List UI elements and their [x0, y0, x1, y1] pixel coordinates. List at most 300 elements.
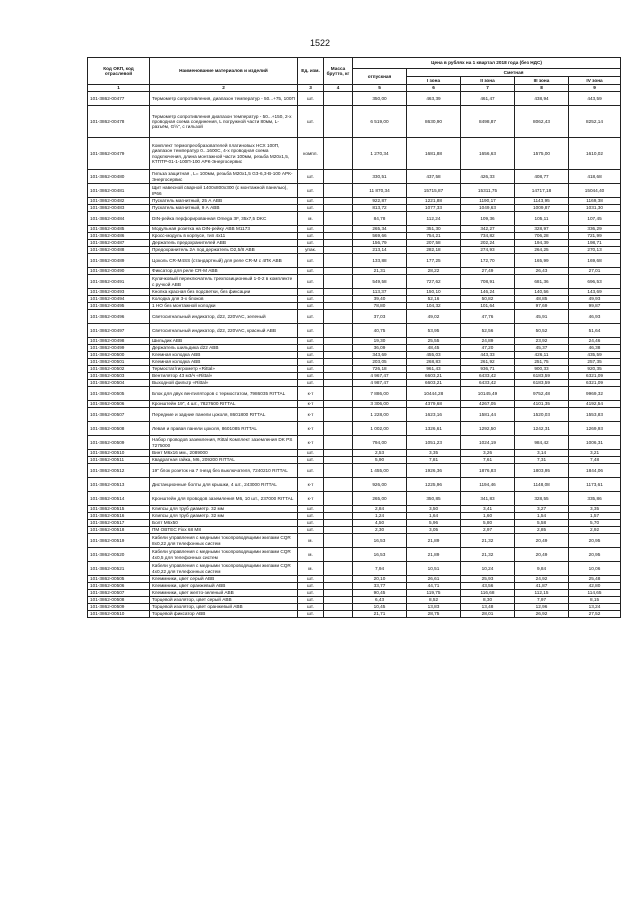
item-price-zone-4: 49,93: [569, 296, 621, 303]
table-row: [88, 303, 621, 310]
item-price-zone-1: 1225,96: [407, 478, 461, 492]
item-price-zone-1: 455,03: [407, 352, 461, 359]
item-price-zone-1: 1051,23: [407, 436, 461, 450]
item-price-zone-4: 920,35: [569, 366, 621, 373]
item-name: Торцевой изолятор, цвет оранжевый АВВ: [150, 604, 298, 611]
item-release-price: 1 228,00: [353, 408, 407, 422]
item-mass: [324, 338, 353, 345]
table-row: [88, 527, 621, 534]
item-mass: [324, 359, 353, 366]
item-unit: шт.: [298, 338, 324, 345]
table-row: [88, 590, 621, 597]
column-number: 5: [353, 85, 407, 92]
item-price-zone-2: 1190,17: [461, 198, 515, 205]
item-unit: шт.: [298, 373, 324, 380]
table-row: [88, 506, 621, 513]
item-code: 101-3862-00489: [88, 254, 150, 268]
item-price-zone-1: 1623,16: [407, 408, 461, 422]
item-price-zone-3: 45,37: [515, 345, 569, 352]
header-zone-2: II зона: [461, 77, 515, 85]
item-price-zone-3: 3,27: [515, 506, 569, 513]
item-unit: шт.: [298, 527, 324, 534]
item-price-zone-1: 10,51: [407, 562, 461, 576]
item-price-zone-4: 143,69: [569, 289, 621, 296]
table-row: [88, 597, 621, 604]
item-price-zone-2: 341,83: [461, 492, 515, 506]
item-mass: [324, 401, 353, 408]
table-row: [88, 240, 621, 247]
item-code: 101-3862-00493: [88, 289, 150, 296]
item-price-zone-1: 53,95: [407, 324, 461, 338]
item-name: Шильдик АВВ: [150, 338, 298, 345]
item-mass: [324, 226, 353, 233]
item-release-price: 926,00: [353, 478, 407, 492]
item-price-zone-4: 5,70: [569, 520, 621, 527]
table-row: [88, 296, 621, 303]
item-price-zone-3: 438,94: [515, 92, 569, 106]
item-price-zone-3: 50,52: [515, 324, 569, 338]
table-row: [88, 310, 621, 324]
item-price-zone-2: 7,61: [461, 457, 515, 464]
item-mass: [324, 380, 353, 387]
item-release-price: 569,66: [353, 233, 407, 240]
item-price-zone-1: 44,71: [407, 583, 461, 590]
item-name: Кросс-модуль в корпусе, тип 4х11: [150, 233, 298, 240]
item-price-zone-1: 961,43: [407, 366, 461, 373]
item-name: Кулачковый переключатель трехпозиционный 1-0-2 в комплекте с ручкой АВВ: [150, 275, 298, 289]
item-price-zone-2: 109,36: [461, 212, 515, 226]
item-price-zone-3: 1803,95: [515, 464, 569, 478]
item-code: 101-3862-00511: [88, 457, 150, 464]
header-price-group: Цена в рублях на 1 квартал 2018 года (без НДС): [353, 58, 621, 69]
item-unit: шт.: [298, 450, 324, 457]
table-row: [88, 92, 621, 106]
item-price-zone-1: 104,32: [407, 303, 461, 310]
table-row: [88, 401, 621, 408]
item-price-zone-2: 24,89: [461, 338, 515, 345]
item-mass: [324, 506, 353, 513]
item-price-zone-4: 27,01: [569, 268, 621, 275]
item-name: Термометр сопротивления диапазон температур - 50...+150, 2-х проводная схема соединения, L погружной части 80мм, L-разъём, G½", с гильзой: [150, 106, 298, 138]
item-price-zone-4: 257,35: [569, 359, 621, 366]
item-price-zone-1: 5,96: [407, 520, 461, 527]
item-unit: м.: [298, 534, 324, 548]
item-code: 101-3862-00491: [88, 275, 150, 289]
item-price-zone-4: 1844,06: [569, 464, 621, 478]
item-mass: [324, 289, 353, 296]
item-mass: [324, 233, 353, 240]
item-unit: шт.: [298, 303, 324, 310]
item-price-zone-4: 270,13: [569, 247, 621, 254]
item-mass: [324, 583, 353, 590]
item-price-zone-2: 274,93: [461, 247, 515, 254]
item-unit: м.: [298, 548, 324, 562]
item-name: Держатель предохранителей АВВ: [150, 240, 298, 247]
table-row: [88, 478, 621, 492]
item-price-zone-2: 172,70: [461, 254, 515, 268]
item-price-zone-1: 207,58: [407, 240, 461, 247]
item-price-zone-3: 1242,31: [515, 422, 569, 436]
item-price-zone-3: 251,75: [515, 359, 569, 366]
item-release-price: 343,69: [353, 352, 407, 359]
item-unit: компл.: [298, 138, 324, 170]
item-unit: шт.: [298, 366, 324, 373]
item-unit: к-т: [298, 401, 324, 408]
item-price-zone-1: 10444,28: [407, 387, 461, 401]
item-name: 1 НО без монтажной колодки: [150, 303, 298, 310]
item-price-zone-4: 42,80: [569, 583, 621, 590]
table-header: [88, 58, 621, 92]
item-price-zone-3: 328,55: [515, 492, 569, 506]
item-price-zone-2: 10,24: [461, 562, 515, 576]
table-row: [88, 275, 621, 289]
item-price-zone-1: 26,61: [407, 576, 461, 583]
table-row: [88, 520, 621, 527]
item-price-zone-2: 1024,19: [461, 436, 515, 450]
item-release-price: 19,30: [353, 338, 407, 345]
item-release-price: 3 306,00: [353, 401, 407, 408]
item-release-price: 40,75: [353, 324, 407, 338]
item-code: 101-3862-00508: [88, 422, 150, 436]
item-code: 101-3862-00490: [88, 268, 150, 275]
item-price-zone-4: 335,86: [569, 492, 621, 506]
item-name: Кронштейн для проводов заземления М6, 10 шт., 237000 RITTAL: [150, 492, 298, 506]
item-name: Кронштейн 19", 4 шт., 7827600 RITTAL: [150, 401, 298, 408]
item-code: 101-3862-00507: [88, 590, 150, 597]
item-release-price: 21,71: [353, 611, 407, 618]
item-price-zone-3: 1143,95: [515, 198, 569, 205]
item-release-price: 794,00: [353, 436, 407, 450]
item-price-zone-4: 1031,30: [569, 205, 621, 212]
item-price-zone-1: 1926,36: [407, 464, 461, 478]
table-row: [88, 212, 621, 226]
item-price-zone-3: 45,91: [515, 310, 569, 324]
item-price-zone-4: 1553,83: [569, 408, 621, 422]
item-name: Комплект термопреобразователей платиновых НСХ 100П, диапазон температур 0...1600С, 4-х проводная схема подключения, длина монтажной части 100мм, резьба М20х1,5, КТПТР-01-1-100П-100 АРК-Энергосервис: [150, 138, 298, 170]
item-unit: м.: [298, 562, 324, 576]
table-row: [88, 408, 621, 422]
item-release-price: 1 002,00: [353, 422, 407, 436]
item-name: Гильза защитная , L= 100мм, резьба М20х1,5 G3-6,3-В-100 АРК-Энергосервис: [150, 170, 298, 184]
item-unit: шт.: [298, 198, 324, 205]
column-number: 1: [88, 85, 150, 92]
item-mass: [324, 324, 353, 338]
table-row: [88, 422, 621, 436]
item-release-price: 7,94: [353, 562, 407, 576]
item-price-zone-1: 112,24: [407, 212, 461, 226]
item-price-zone-2: 342,27: [461, 226, 515, 233]
item-price-zone-4: 24,46: [569, 338, 621, 345]
item-mass: [324, 513, 353, 520]
item-name: Термостат/гигрометр «Rittal»: [150, 366, 298, 373]
item-price-zone-2: 3,41: [461, 506, 515, 513]
item-code: 101-3862-00501: [88, 359, 150, 366]
item-name: Цоколь CR-M4SS (стандартный) для реле CR-M с 4ПК АВВ: [150, 254, 298, 268]
item-release-price: 813,72: [353, 205, 407, 212]
table-row: [88, 205, 621, 212]
item-price-zone-2: 50,82: [461, 296, 515, 303]
item-price-zone-3: 681,36: [515, 275, 569, 289]
item-release-price: 133,88: [353, 254, 407, 268]
item-price-zone-1: 463,39: [407, 92, 461, 106]
item-mass: [324, 373, 353, 380]
item-unit: шт.: [298, 226, 324, 233]
item-price-zone-4: 9969,32: [569, 387, 621, 401]
table-row: [88, 268, 621, 275]
item-name: Блок для двух вентиляторов с термостатом, 7986035 RITTAL: [150, 387, 298, 401]
item-unit: шт.: [298, 324, 324, 338]
table-row: [88, 548, 621, 562]
item-price-zone-2: 10145,49: [461, 387, 515, 401]
header-mass: Масса брутто, кг: [324, 58, 353, 85]
item-code: 101-3862-00512: [88, 464, 150, 478]
item-price-zone-3: 1575,00: [515, 138, 569, 170]
table-row: [88, 373, 621, 380]
item-price-zone-4: 443,59: [569, 92, 621, 106]
item-mass: [324, 205, 353, 212]
item-unit: шт.: [298, 583, 324, 590]
table-row: [88, 464, 621, 478]
item-code: 101-3862-00505: [88, 576, 150, 583]
item-name: Кабели управления с медными токопроводящими жилами CQR 4х0,22 для телефонных систем: [150, 562, 298, 576]
item-release-price: 90,45: [353, 590, 407, 597]
item-unit: шт.: [298, 590, 324, 597]
item-price-zone-2: 202,24: [461, 240, 515, 247]
item-mass: [324, 590, 353, 597]
item-price-zone-4: 1173,61: [569, 478, 621, 492]
item-mass: [324, 562, 353, 576]
item-price-zone-2: 146,24: [461, 289, 515, 296]
item-price-zone-1: 350,85: [407, 492, 461, 506]
item-price-zone-2: 8498,87: [461, 106, 515, 138]
item-mass: [324, 198, 353, 205]
item-price-zone-2: 426,33: [461, 170, 515, 184]
item-price-zone-2: 8,30: [461, 597, 515, 604]
item-price-zone-1: 1681,88: [407, 138, 461, 170]
item-price-zone-2: 43,56: [461, 583, 515, 590]
table-row: [88, 562, 621, 576]
item-mass: [324, 247, 353, 254]
item-unit: шт.: [298, 576, 324, 583]
item-mass: [324, 184, 353, 198]
item-unit: шт.: [298, 170, 324, 184]
item-price-zone-2: 1194,46: [461, 478, 515, 492]
table-row: [88, 338, 621, 345]
item-price-zone-4: 7,48: [569, 457, 621, 464]
item-price-zone-4: 8,15: [569, 597, 621, 604]
table-row: [88, 254, 621, 268]
item-code: 101-3862-00495: [88, 303, 150, 310]
item-name: Клеммники, цвет оранжевый АВВ: [150, 583, 298, 590]
item-unit: шт.: [298, 597, 324, 604]
item-mass: [324, 548, 353, 562]
item-price-zone-3: 264,25: [515, 247, 569, 254]
header-release-price: отпускная: [353, 69, 407, 85]
item-unit: шт.: [298, 184, 324, 198]
item-release-price: 350,00: [353, 92, 407, 106]
item-name: Пускатель магнитный, 9 А АВВ: [150, 205, 298, 212]
item-code: 101-3862-00487: [88, 240, 150, 247]
item-release-price: 549,58: [353, 275, 407, 289]
item-name: Вентилятор 43 м3/ч «Rittal»: [150, 373, 298, 380]
item-mass: [324, 422, 353, 436]
item-name: Передние и задние панели цоколя, 8601800 RITTAL: [150, 408, 298, 422]
item-release-price: 4,50: [353, 520, 407, 527]
column-number: 9: [569, 85, 621, 92]
item-release-price: 330,51: [353, 170, 407, 184]
item-unit: шт.: [298, 359, 324, 366]
item-unit: шт.: [298, 506, 324, 513]
table-row: [88, 513, 621, 520]
item-release-price: 2,53: [353, 450, 407, 457]
column-number: 7: [461, 85, 515, 92]
item-price-zone-2: 116,68: [461, 590, 515, 597]
item-release-price: 726,18: [353, 366, 407, 373]
item-mass: [324, 387, 353, 401]
item-price-zone-4: 418,68: [569, 170, 621, 184]
item-unit: шт.: [298, 92, 324, 106]
item-code: 101-3862-00500: [88, 352, 150, 359]
item-price-zone-4: 46,93: [569, 310, 621, 324]
item-code: 101-3862-00506: [88, 401, 150, 408]
item-name: Квадратная гайка, М6, 209200 RITTAL: [150, 457, 298, 464]
item-price-zone-1: 48,45: [407, 345, 461, 352]
item-price-zone-3: 408,77: [515, 170, 569, 184]
item-unit: шт.: [298, 604, 324, 611]
item-price-zone-1: 1077,33: [407, 205, 461, 212]
item-price-zone-2: 936,71: [461, 366, 515, 373]
item-price-zone-1: 28,75: [407, 611, 461, 618]
item-mass: [324, 268, 353, 275]
item-unit: м.: [298, 212, 324, 226]
item-price-zone-2: 6433,42: [461, 373, 515, 380]
item-mass: [324, 520, 353, 527]
item-price-zone-3: 48,85: [515, 296, 569, 303]
header-zone-1: I зона: [407, 77, 461, 85]
item-price-zone-4: 27,52: [569, 611, 621, 618]
item-price-zone-3: 9,84: [515, 562, 569, 576]
item-name: Светосигнальный индикатор, d22, 220VAC, красный АВВ: [150, 324, 298, 338]
item-release-price: 113,37: [353, 289, 407, 296]
item-code: 101-3862-00502: [88, 366, 150, 373]
item-mass: [324, 611, 353, 618]
item-mass: [324, 436, 353, 450]
item-name: Кабели управления с медными токопроводящими жилами CQR 4х0,5 для телефонных систем: [150, 548, 298, 562]
item-unit: шт.: [298, 611, 324, 618]
item-price-zone-1: 13,83: [407, 604, 461, 611]
item-price-zone-3: 26,92: [515, 611, 569, 618]
item-name: Винт M6х16 мм., 2089000: [150, 450, 298, 457]
item-release-price: 33,77: [353, 583, 407, 590]
item-mass: [324, 527, 353, 534]
item-release-price: 6,43: [353, 597, 407, 604]
table-row: [88, 233, 621, 240]
item-price-zone-3: 900,33: [515, 366, 569, 373]
item-code: 101-3862-00516: [88, 513, 150, 520]
item-code: 101-3862-00482: [88, 198, 150, 205]
item-price-zone-4: 721,99: [569, 233, 621, 240]
item-price-zone-1: 754,21: [407, 233, 461, 240]
item-price-zone-3: 26,43: [515, 268, 569, 275]
item-name: DIN-рейка перфорированная Omega 3F, 35х7,5 DKC: [150, 212, 298, 226]
item-code: 101-3862-00480: [88, 170, 150, 184]
item-mass: [324, 492, 353, 506]
item-name: Термометр сопротивления, диапазон температур - 50...+75, 100П: [150, 92, 298, 106]
item-name: Кабели управления с медными токопроводящими жилами CQR 8х0,22 для телефонных систем: [150, 534, 298, 548]
item-price-zone-1: 28,22: [407, 268, 461, 275]
item-name: Выходной фильтр «Rittal»: [150, 380, 298, 387]
item-price-zone-2: 461,47: [461, 92, 515, 106]
item-code: 101-3862-00508: [88, 597, 150, 604]
item-price-zone-2: 28,01: [461, 611, 515, 618]
table-row: [88, 366, 621, 373]
item-code: 101-3862-00499: [88, 345, 150, 352]
item-price-zone-1: 21,89: [407, 534, 461, 548]
item-code: 101-3862-00509: [88, 604, 150, 611]
item-price-zone-1: 268,83: [407, 359, 461, 366]
item-price-zone-4: 4192,54: [569, 401, 621, 408]
item-unit: шт.: [298, 205, 324, 212]
item-name: Держатель шильдика d22 АВВ: [150, 345, 298, 352]
item-mass: [324, 138, 353, 170]
page-number: 1522: [309, 38, 331, 48]
item-name: Торцевой фиксатор АВВ: [150, 611, 298, 618]
item-price-zone-2: 21,32: [461, 534, 515, 548]
item-release-price: 78,80: [353, 303, 407, 310]
item-mass: [324, 303, 353, 310]
item-price-zone-4: 3,21: [569, 450, 621, 457]
item-release-price: 16,53: [353, 548, 407, 562]
item-unit: к-т: [298, 387, 324, 401]
header-unit: Ед. изм.: [298, 58, 324, 85]
item-price-zone-1: 25,55: [407, 338, 461, 345]
item-unit: шт.: [298, 275, 324, 289]
item-price-zone-3: 8062,43: [515, 106, 569, 138]
item-unit: шт.: [298, 520, 324, 527]
item-release-price: 1 270,34: [353, 138, 407, 170]
item-code: 101-3862-00505: [88, 387, 150, 401]
item-price-zone-2: 52,56: [461, 324, 515, 338]
item-code: 101-3862-00478: [88, 106, 150, 138]
item-name: Набор проводов заземления, Rittal Комплект заземления DK PS 7275000: [150, 436, 298, 450]
item-price-zone-1: 1326,61: [407, 422, 461, 436]
table-row: [88, 576, 621, 583]
item-name: Клемная колодка АВВ: [150, 359, 298, 366]
item-price-zone-2: 101,64: [461, 303, 515, 310]
item-price-zone-1: 727,62: [407, 275, 461, 289]
item-code: 101-3862-00504: [88, 380, 150, 387]
table-row: [88, 324, 621, 338]
item-code: 101-3862-00481: [88, 184, 150, 198]
item-price-zone-1: 49,02: [407, 310, 461, 324]
table-row: [88, 387, 621, 401]
item-price-zone-2: 1656,63: [461, 138, 515, 170]
item-price-zone-3: 1009,87: [515, 205, 569, 212]
item-code: 101-3862-00510: [88, 611, 150, 618]
table-body: [88, 92, 621, 618]
item-code: 101-3862-00506: [88, 583, 150, 590]
header-estimate-price: Сметная: [407, 69, 621, 77]
item-price-zone-3: 20,49: [515, 534, 569, 548]
item-unit: шт.: [298, 513, 324, 520]
table-row: [88, 534, 621, 548]
item-price-zone-3: 97,69: [515, 303, 569, 310]
item-price-zone-2: 2,97: [461, 527, 515, 534]
item-price-zone-4: 336,29: [569, 226, 621, 233]
item-release-price: 4 987,47: [353, 380, 407, 387]
item-price-zone-3: 6183,59: [515, 373, 569, 380]
item-mass: [324, 576, 353, 583]
